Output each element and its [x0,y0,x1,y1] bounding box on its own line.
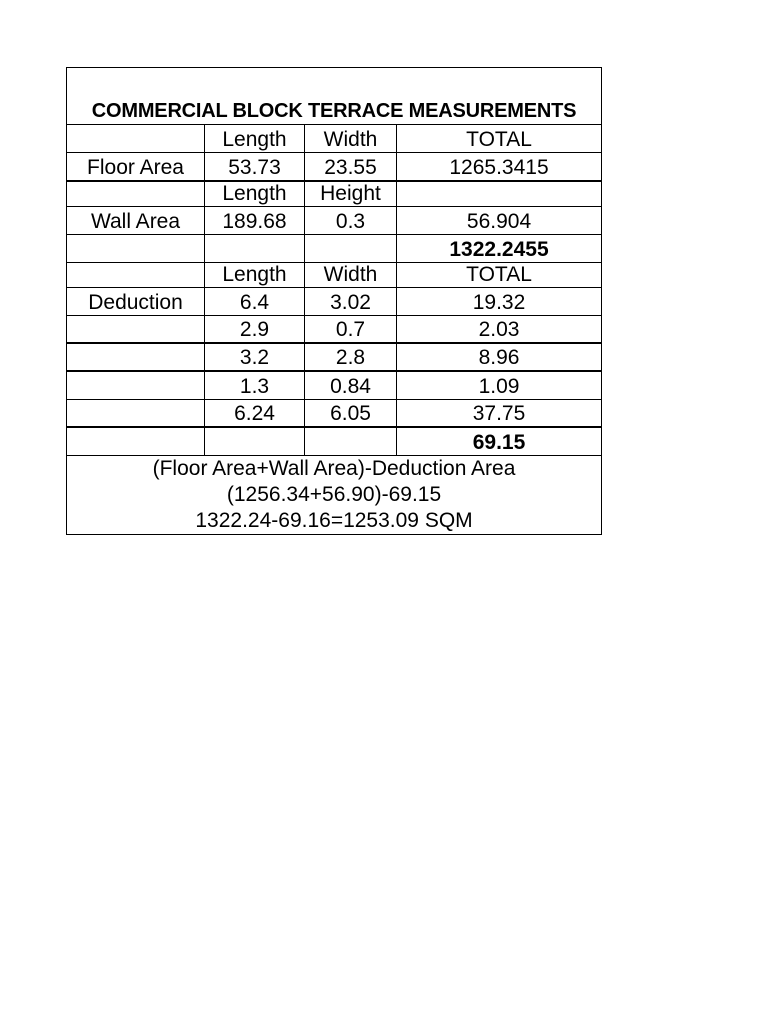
cell-width-header[interactable]: Width [305,125,397,153]
table-row [67,234,602,262]
cell-label[interactable] [67,125,205,153]
cell-total[interactable]: 19.32 [397,287,602,315]
table-row [67,287,602,315]
cell-total[interactable]: 2.03 [397,315,602,343]
cell-label[interactable]: Floor Area [67,153,205,181]
cell-value[interactable]: 0.7 [305,315,397,343]
cell-total[interactable]: 37.75 [397,399,602,427]
cell-value[interactable] [205,427,305,455]
table-row [67,427,602,455]
cell-total-header[interactable]: TOTAL [397,125,602,153]
cell-value[interactable]: 1.3 [205,371,305,399]
table-row [67,125,602,153]
sheet-title[interactable]: COMMERCIAL BLOCK TERRACE MEASUREMENTS [67,68,602,125]
cell-subtotal[interactable]: 1322.2455 [397,234,602,262]
cell-total[interactable]: 1.09 [397,371,602,399]
cell-total-header[interactable]: TOTAL [397,262,602,287]
cell-value[interactable]: 2.9 [205,315,305,343]
cell-label[interactable]: Wall Area [67,206,205,234]
cell-total[interactable]: 1265.3415 [397,153,602,181]
formula-cell[interactable] [67,455,602,534]
cell-label[interactable] [67,234,205,262]
cell-value[interactable] [305,427,397,455]
cell-value[interactable]: 23.55 [305,153,397,181]
table-row [67,262,602,287]
cell-deduction-total[interactable]: 69.15 [397,427,602,455]
table-row [67,343,602,371]
cell-label[interactable] [67,315,205,343]
cell-label[interactable] [67,371,205,399]
table-row [67,206,602,234]
cell-value[interactable]: 3.2 [205,343,305,371]
cell-value[interactable]: 6.05 [305,399,397,427]
cell-value[interactable]: 3.02 [305,287,397,315]
cell-label[interactable] [67,262,205,287]
formula-line-3: 1322.24-69.16=1253.09 SQM [195,508,473,532]
table-row [67,371,602,399]
cell-label[interactable] [67,343,205,371]
cell-value[interactable] [305,234,397,262]
cell-length-header[interactable]: Length [205,181,305,207]
cell-total[interactable]: 56.904 [397,206,602,234]
table-row [67,315,602,343]
title-row [67,68,602,125]
table-row [67,181,602,207]
formula-row [67,455,602,534]
cell-label[interactable]: Deduction [67,287,205,315]
cell-label[interactable] [67,399,205,427]
cell-value[interactable]: 2.8 [305,343,397,371]
cell-value[interactable]: 53.73 [205,153,305,181]
cell-value[interactable]: 6.24 [205,399,305,427]
cell-value[interactable]: 0.3 [305,206,397,234]
cell-width-header[interactable]: Width [305,262,397,287]
cell-label[interactable] [67,181,205,207]
cell-value[interactable]: 189.68 [205,206,305,234]
cell-total[interactable]: 8.96 [397,343,602,371]
formula-line-2: (1256.34+56.90)-69.15 [226,482,442,506]
cell-total[interactable] [397,181,602,207]
table-row [67,153,602,181]
formula-line-1: (Floor Area+Wall Area)-Deduction Area [152,456,516,480]
cell-label[interactable] [67,427,205,455]
cell-value[interactable]: 6.4 [205,287,305,315]
cell-length-header[interactable]: Length [205,125,305,153]
measurement-sheet [66,67,602,535]
cell-value[interactable]: 0.84 [305,371,397,399]
cell-value[interactable] [205,234,305,262]
cell-height-header[interactable]: Height [305,181,397,207]
table-row [67,399,602,427]
cell-length-header[interactable]: Length [205,262,305,287]
